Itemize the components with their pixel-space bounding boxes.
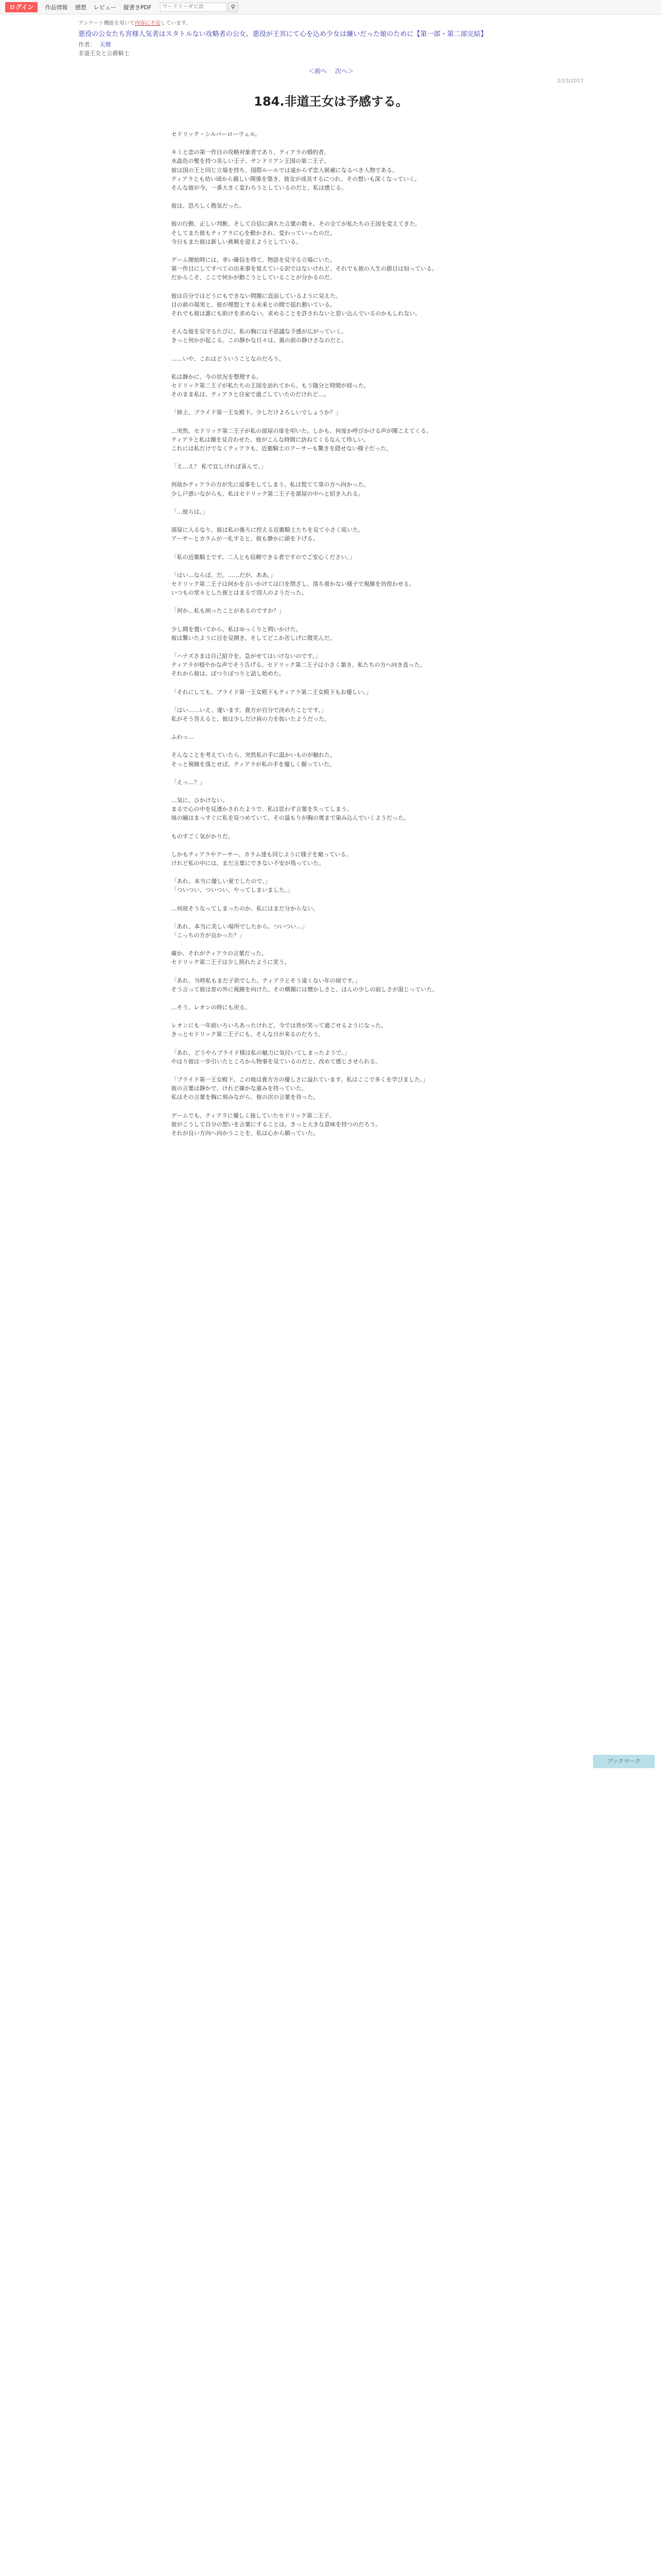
paragraph: ゲームでも、ティアラに優しく接していたセドリック第二王子。 彼がこうして自分の想いを言葉にすることは、きっと大きな意味を持つのだろう。 それが良い方向へ向かうことを、私は心から願っていた。	[171, 1112, 381, 1137]
nav-item-pdf[interactable]: 縦書きPDF	[123, 4, 152, 11]
nav-item-info[interactable]: 作品情報	[45, 4, 68, 11]
paragraph: …気に、ひかけない。 まるで心の中を見透かされたようで、私は思わず言葉を失ってしまう。 妹の瞳はまっすぐに私を見つめていて、その温もりが胸の奥まで染み込んでいくようだった。	[171, 796, 409, 822]
paragraph: 「ブライド第一王女殿下。この地は貴方方の優しさに溢れています。私はここで多くを学びました。」 彼の言葉は静かで、けれど確かな重みを持っていた。 私はその言葉を胸に刻みながら、彼の次の言葉を待った。	[171, 1076, 429, 1101]
top-bar	[0, 0, 662, 14]
paragraph: …突然、セドリック第二王子が私の部屋の扉を叩いた。しかも、何度か呼びかける声が聞こえてくる。 ティアラと私は顔を見合わせた。彼がこんな時間に訪ねてくるなんて珍しい。 これには私だけでなくティアラも、近衛騎士のアーサーも驚きを隠せない様子だった。	[171, 427, 432, 452]
paragraph: 彼は自分ではどうにもできない問題に直面しているように見えた。 目の前の現実と、彼が理想とする未来との間で揺れ動いている。 それでも彼は誰にも助けを求めない。求めることを許されないと思い込んでいるのかもしれない。	[171, 292, 421, 317]
next-link[interactable]: 次へ＞	[335, 67, 354, 75]
paragraph: そんなことを考えていたら、突然私の手に温かいものが触れた。 そっと視線を落とせば、ティアラが私の手を優しく握っていた。	[171, 752, 336, 768]
paragraph: ゲーム開始時には、幸い確信を得て、物語を見守る立場にいた。 第一作目にしてすべての出来事を覚えている訳ではないけれど、それでも彼の人生の節目は知っている。 だからこそ、ここで何かが動こうとしていることが分かるのだ。	[171, 257, 438, 281]
paragraph: 「あれ、当時私もまだ子供でした。ティアラとそう遠くない年の頃です。」 そう言って彼は窓の外に視線を向けた。その横顔には懐かしさと、ほんの少しの寂しさが混じっていた。	[171, 977, 438, 993]
chapter-body	[171, 130, 491, 1138]
paragraph: 少し間を置いてから、私はゆっくりと問いかけた。 彼は驚いたように目を見開き、そしてどこか苦しげに微笑んだ。	[171, 625, 336, 641]
notice-link[interactable]: 内容に不安	[135, 21, 161, 26]
paragraph: ものすごく気がかりだ。	[171, 833, 234, 840]
paragraph: 彼は、恐ろしく勘気だった。	[171, 202, 245, 210]
paragraph: 「…彼らは。」	[171, 508, 208, 515]
paragraph: 「はい……いえ、違います。貴方が自分で決めたことです。」 私がそう答えると、彼は少しだけ肩の力を抜いたようだった。	[171, 706, 330, 722]
paragraph: 「私の近衛騎士です。二人とも信頼できる者ですのでご安心ください。」	[171, 553, 355, 561]
paragraph: 「えっ…？」	[171, 778, 205, 786]
paragraph: 部屋に入るなり、彼は私の後ろに控える近衛騎士たちを見て小さく呟いた。 アーサーとカラムが一礼すると、彼も静かに頭を下げる。	[171, 527, 364, 543]
nav-item-review[interactable]: レビュー	[93, 4, 117, 11]
paragraph: 「はい…ならば、だ。……だが、ああ。」 セドリック第二王子は何かを言いかけては口を閉ざし、落ち着かない様子で視線を彷徨わせる。 いつもの堂々とした彼とはまるで別人のようだった。	[171, 571, 415, 597]
paragraph: 「姉上、ブライド第一王女殿下。少しだけよろしいでしょうか？」	[171, 409, 341, 416]
paragraph: レオンにも一年前いろいろあったけれど、今では皆が笑って過ごせるようになった。 きっとセドリック第二王子にも、そんな日が来るのだろう。	[171, 1022, 387, 1038]
paragraph: 「あれ、どうやらブライド様は私の魅力に気付いてしまったようで。」 やはり彼は一歩引いたところから物事を見ているのだと、改めて感じさせられる。	[171, 1049, 381, 1065]
paragraph: 私は静かに、今の状況を整理する。 セドリック第二王子が私たちの王国を訪れてから、もう随分と時間が経った。 そのまま私は、ティアラと自室で過ごしていたのだけれど…。	[171, 373, 370, 398]
main-container	[73, 19, 589, 1138]
paragraph: ……いや、これはどういうことなのだろう。	[171, 355, 285, 362]
publish-date: 2/23/2017	[557, 78, 584, 84]
paragraph: セドリック・シルバーローウェル。	[171, 131, 261, 138]
notice-bar	[78, 19, 584, 26]
search-input[interactable]	[160, 3, 227, 12]
login-logo[interactable]: ログイン	[5, 2, 38, 12]
paragraph: 「あれ、本当に優しい夏でしたので。」 「ついつい、ついつい、やってしまいました。」	[171, 878, 293, 894]
author-line	[78, 41, 584, 49]
chapter-subtitle: 非道王女と公爵騎士	[78, 50, 129, 57]
paragraph: 何故かティアラの方が先に返事をしてしまう。私は慌てて扉の方へ向かった。 少し戸惑いながらも、私はセドリック第二王子を部屋の中へと招き入れる。	[171, 481, 370, 497]
paragraph: 彼の行動、正しい判断、そして自信に満ちた言葉の数々。その全てが私たちの王国を変えてきた。 そしてまた彼もティアラに心を動かされ、変わっていったのだ。 今日もまた彼は新しい挑戦を迎えようとしている。	[171, 221, 421, 245]
paragraph: 「え…え？ 私で宜しければ喜んで。」	[171, 463, 267, 470]
author-link[interactable]: 天理	[100, 41, 111, 48]
paragraph: 確か、それがティアラの言葉だった。 セドリック第二王子は少し照れたように笑う。	[171, 950, 290, 966]
paragraph: …何故そうなってしまったのか、私にはまだ分からない。	[171, 905, 319, 912]
paragraph: 「あれ、本当に美しい場所でしたから。ついつい…」 「こっちの方が良かった？」	[171, 923, 308, 939]
paragraph: 「何か…私も困ったことがあるのですか？」	[171, 607, 285, 615]
pager-top	[73, 66, 589, 75]
paragraph: そんな彼を見守るたびに、私の胸には不思議な予感が広がっていく。 きっと何かが起こる。この静かな日々は、嵐の前の静けさなのだと。	[171, 328, 347, 344]
bookmark-button[interactable]: ブックマーク	[593, 1755, 655, 1768]
series-title[interactable]: 悪役の公女たち宮様人気者はスタトルない攻略者の公女、悪役が王宮にて心を込め少女は嫌いだった娘のために【第一部・第二部完結】	[78, 30, 488, 38]
paragraph: ふわっ…	[171, 734, 194, 741]
episode-title: 184.非道王女は予感する。	[254, 94, 408, 109]
nav-item-reviews[interactable]: 感想	[75, 4, 87, 11]
paragraph: しかもティアラやアーサー、カラム達も同じように様子を窺っている。 けれど私の中には、まだ言葉にできない不安が残っていた。	[171, 851, 352, 867]
notice-prefix: アンケート機能を用いて	[78, 21, 135, 26]
paragraph: キミと恋の第一作目の攻略対象者であり、ティアラの婚約者。 水晶色の髪を持つ美しい王子、サンドリアン王国の第二王子。 彼は国の王と同じ立場を持ち、国際ルールでは遠からず恋人候補になるべき人物である。 ティアラとも幼い頃から親しい関係を築き、彼女が成長するにつれ、その想いも深くなっていく。 そんな彼が今、一番大きく変わろうとしているのだと、私は感じる。	[171, 149, 420, 192]
paragraph: 「ハナズさまは自己紹介を。急がせてはいけないのです。」 ティアラが穏やかな声でそう告げる。セドリック第二王子は小さく頷き、私たちの方へ向き直った。 それから彼は、ぽつりぽつりと話し始めた。	[171, 652, 426, 677]
notice-suffix: しています。	[160, 21, 191, 26]
author-label: 作者：	[78, 41, 95, 48]
prev-link[interactable]: ＜前へ	[308, 67, 327, 75]
paragraph: 「それにしても、ブライド第一王女殿下もティアラ第二王女殿下もお優しい。」	[171, 688, 372, 696]
paragraph: …そう、レオンの時にも戻る。	[171, 1004, 251, 1011]
search-icon[interactable]: ⚲	[228, 2, 238, 12]
